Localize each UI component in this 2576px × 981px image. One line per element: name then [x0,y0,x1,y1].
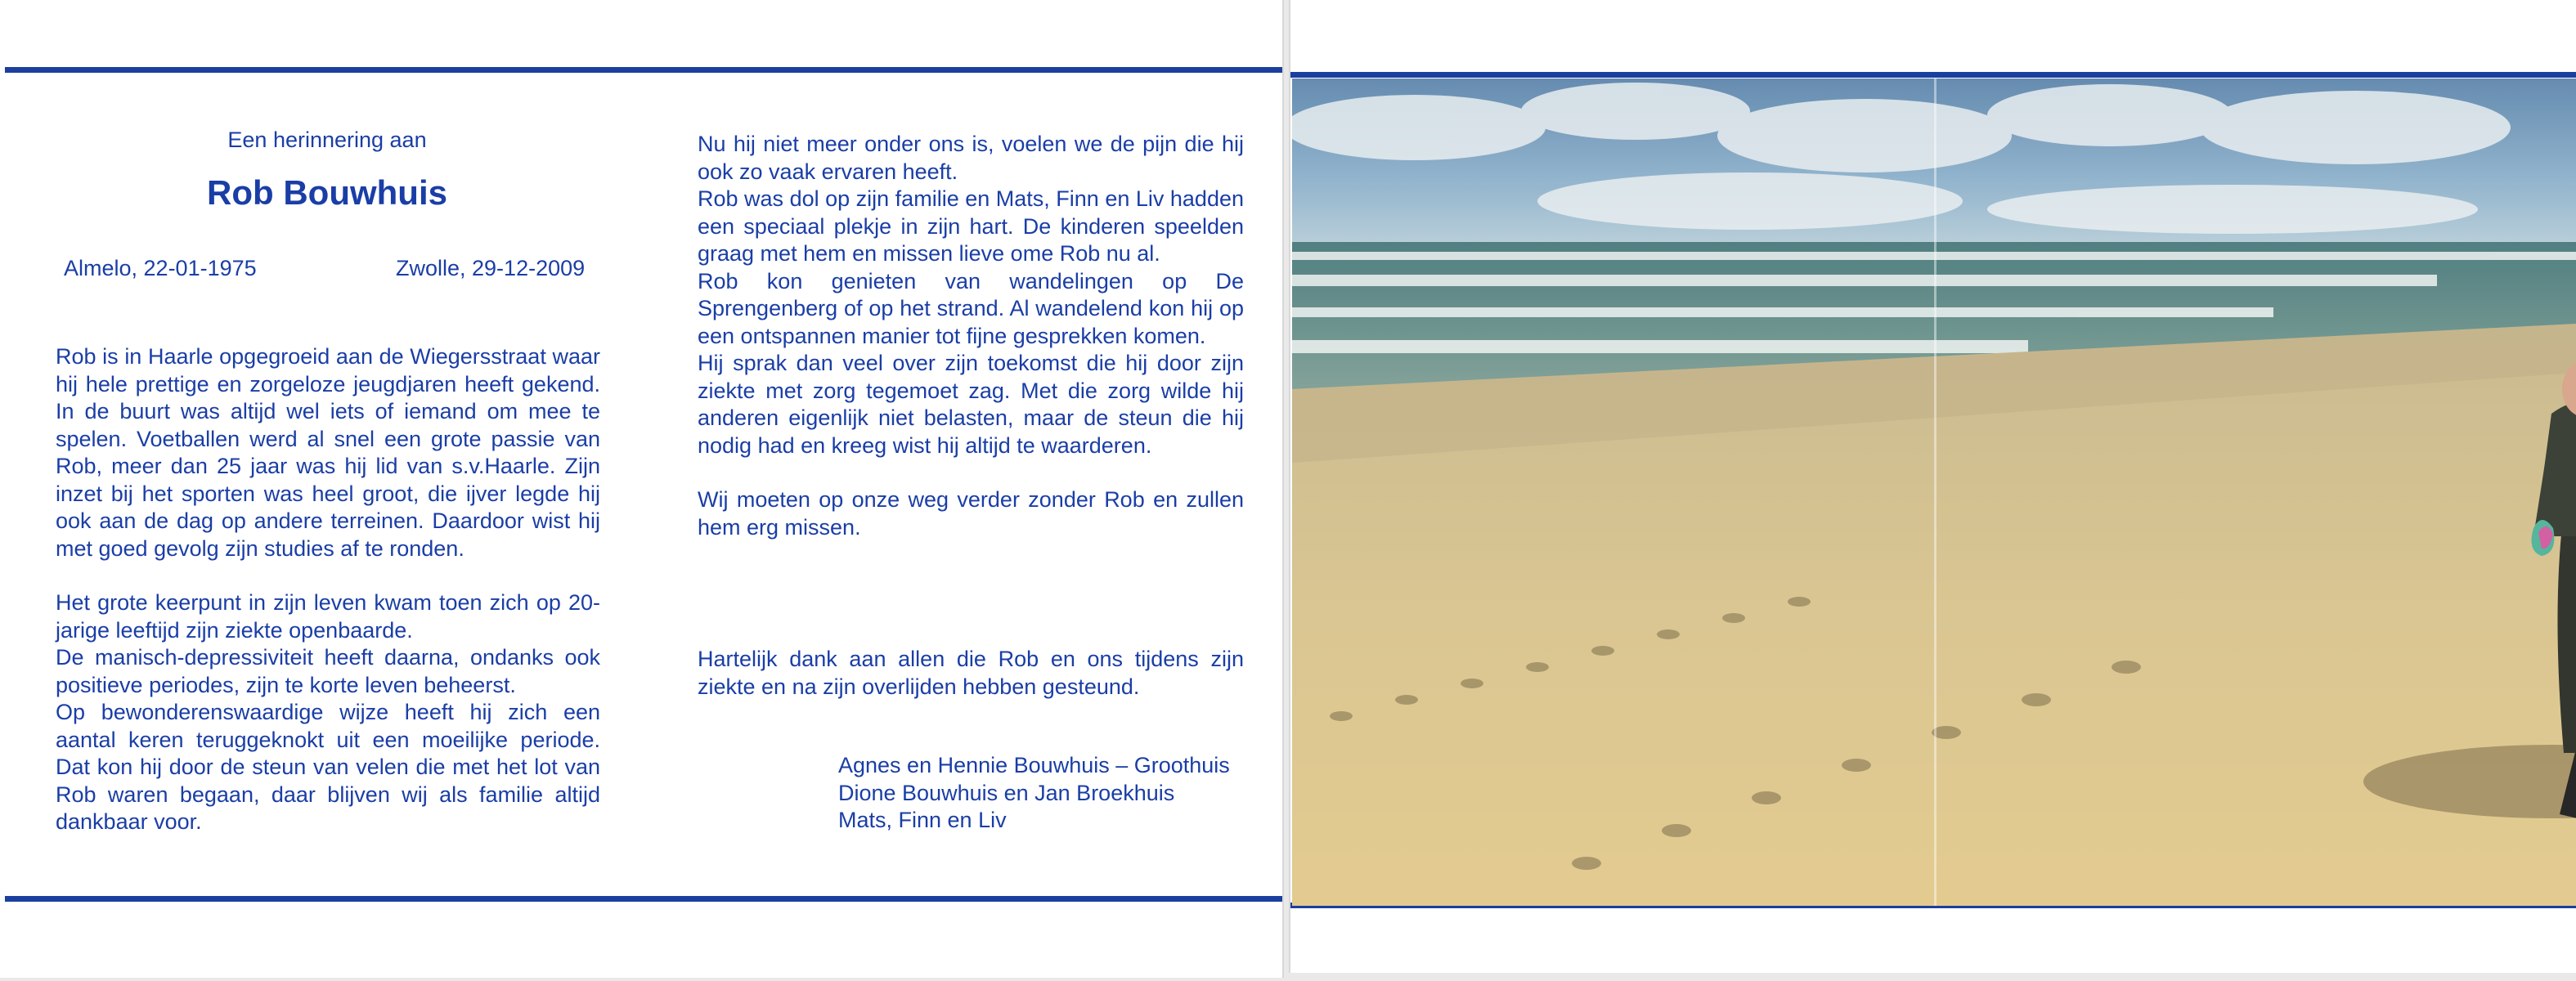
bio-paragraph-1: Rob is in Haarle opgegroeid aan de Wiegersstraat waar hij hele prettige en zorgeloze jeugdjaren heeft gekend. In de buurt was altijd wel iets of iemand om mee te spelen. Voetballen werd al snel een grote passie van Rob, meer dan 25 jaar was hij lid van s.v.Haarle. Zijn inzet bij het sporten was heel groot, die ijver legde hij ook aan de dag op andere terreinen. Daardoor wist hij met goed gevolg zijn studies af te ronden. [56,344,600,561]
bottom-rule-left [5,896,1282,902]
memorial-paragraph-1: Nu hij niet meer onder ons is, voelen we de pijn die hij ook zo vaak ervaren heeft. [698,132,1244,184]
top-rule-left [5,67,1282,73]
memorial-paragraph-4: Hij sprak dan veel over zijn toekomst die hij door zijn ziekte met zorg tegemoet zag. Met die zorg wilde hij anderen eigenlijk niet belasten, maar de steun die hij nodig had en kreeg wist hij altijd te waarderen. [698,351,1244,458]
thanks-paragraph: Hartelijk dank aan allen die Rob en ons tijdens zijn ziekte en na zijn overlijden hebben gesteund. [698,647,1244,699]
signature-line-3: Mats, Finn en Liv [838,808,1007,832]
death-date: Zwolle, 29-12-2009 [396,256,586,280]
signature-block [838,752,1230,835]
memorial-paragraph-2: Rob was dol op zijn familie en Mats, Finn en Liv hadden een speciaal plekje in zijn hart. De kinderen speelden graag met hem en missen lieve ome Rob nu al. [698,186,1244,266]
birth-date: Almelo, 22-01-1975 [64,256,257,280]
bio-paragraph-3: De manisch-depressiviteit heeft daarna, ondanks ook positieve periodes, zijn te korte leven beheerst. [56,645,600,697]
biography-column [56,343,600,836]
bio-paragraph-2: Het grote keerpunt in zijn leven kwam toen zich op 20-jarige leeftijd zijn ziekte openbaarde. [56,590,600,643]
signature-line-1: Agnes en Hennie Bouwhuis – Groothuis [838,753,1230,777]
memorial-column [698,131,1244,541]
top-rule-right [1290,72,2576,78]
paragraph-gap [56,562,600,589]
signature-line-2: Dione Bouwhuis en Jan Broekhuis [838,780,1175,805]
photo-fold-crease [1934,78,1936,906]
memorial-paragraph-3: Rob kon genieten van wandelingen op De Sprengenberg of op het strand. Al wandelend kon hij op een ontspannen manier tot fijne gesprekken komen. [698,268,1244,348]
memorial-paragraph-5: Wij moeten op onze weg verder zonder Rob en zullen hem erg missen. [698,487,1244,540]
intro-text: Een herinnering aan [227,128,427,152]
beach-photo [1292,78,2576,906]
card-left-panel [0,0,1284,978]
paragraph-gap [698,459,1244,486]
deceased-name: Rob Bouwhuis [207,173,447,212]
bio-paragraph-4: Op bewonderenswaardige wijze heeft hij zich een aantal keren teruggeknokt uit een moeilijke periode. Dat kon hij door de steun van velen die met het lot van Rob waren begaan, daar blijven wij als familie altijd dankbaar voor. [56,700,600,834]
